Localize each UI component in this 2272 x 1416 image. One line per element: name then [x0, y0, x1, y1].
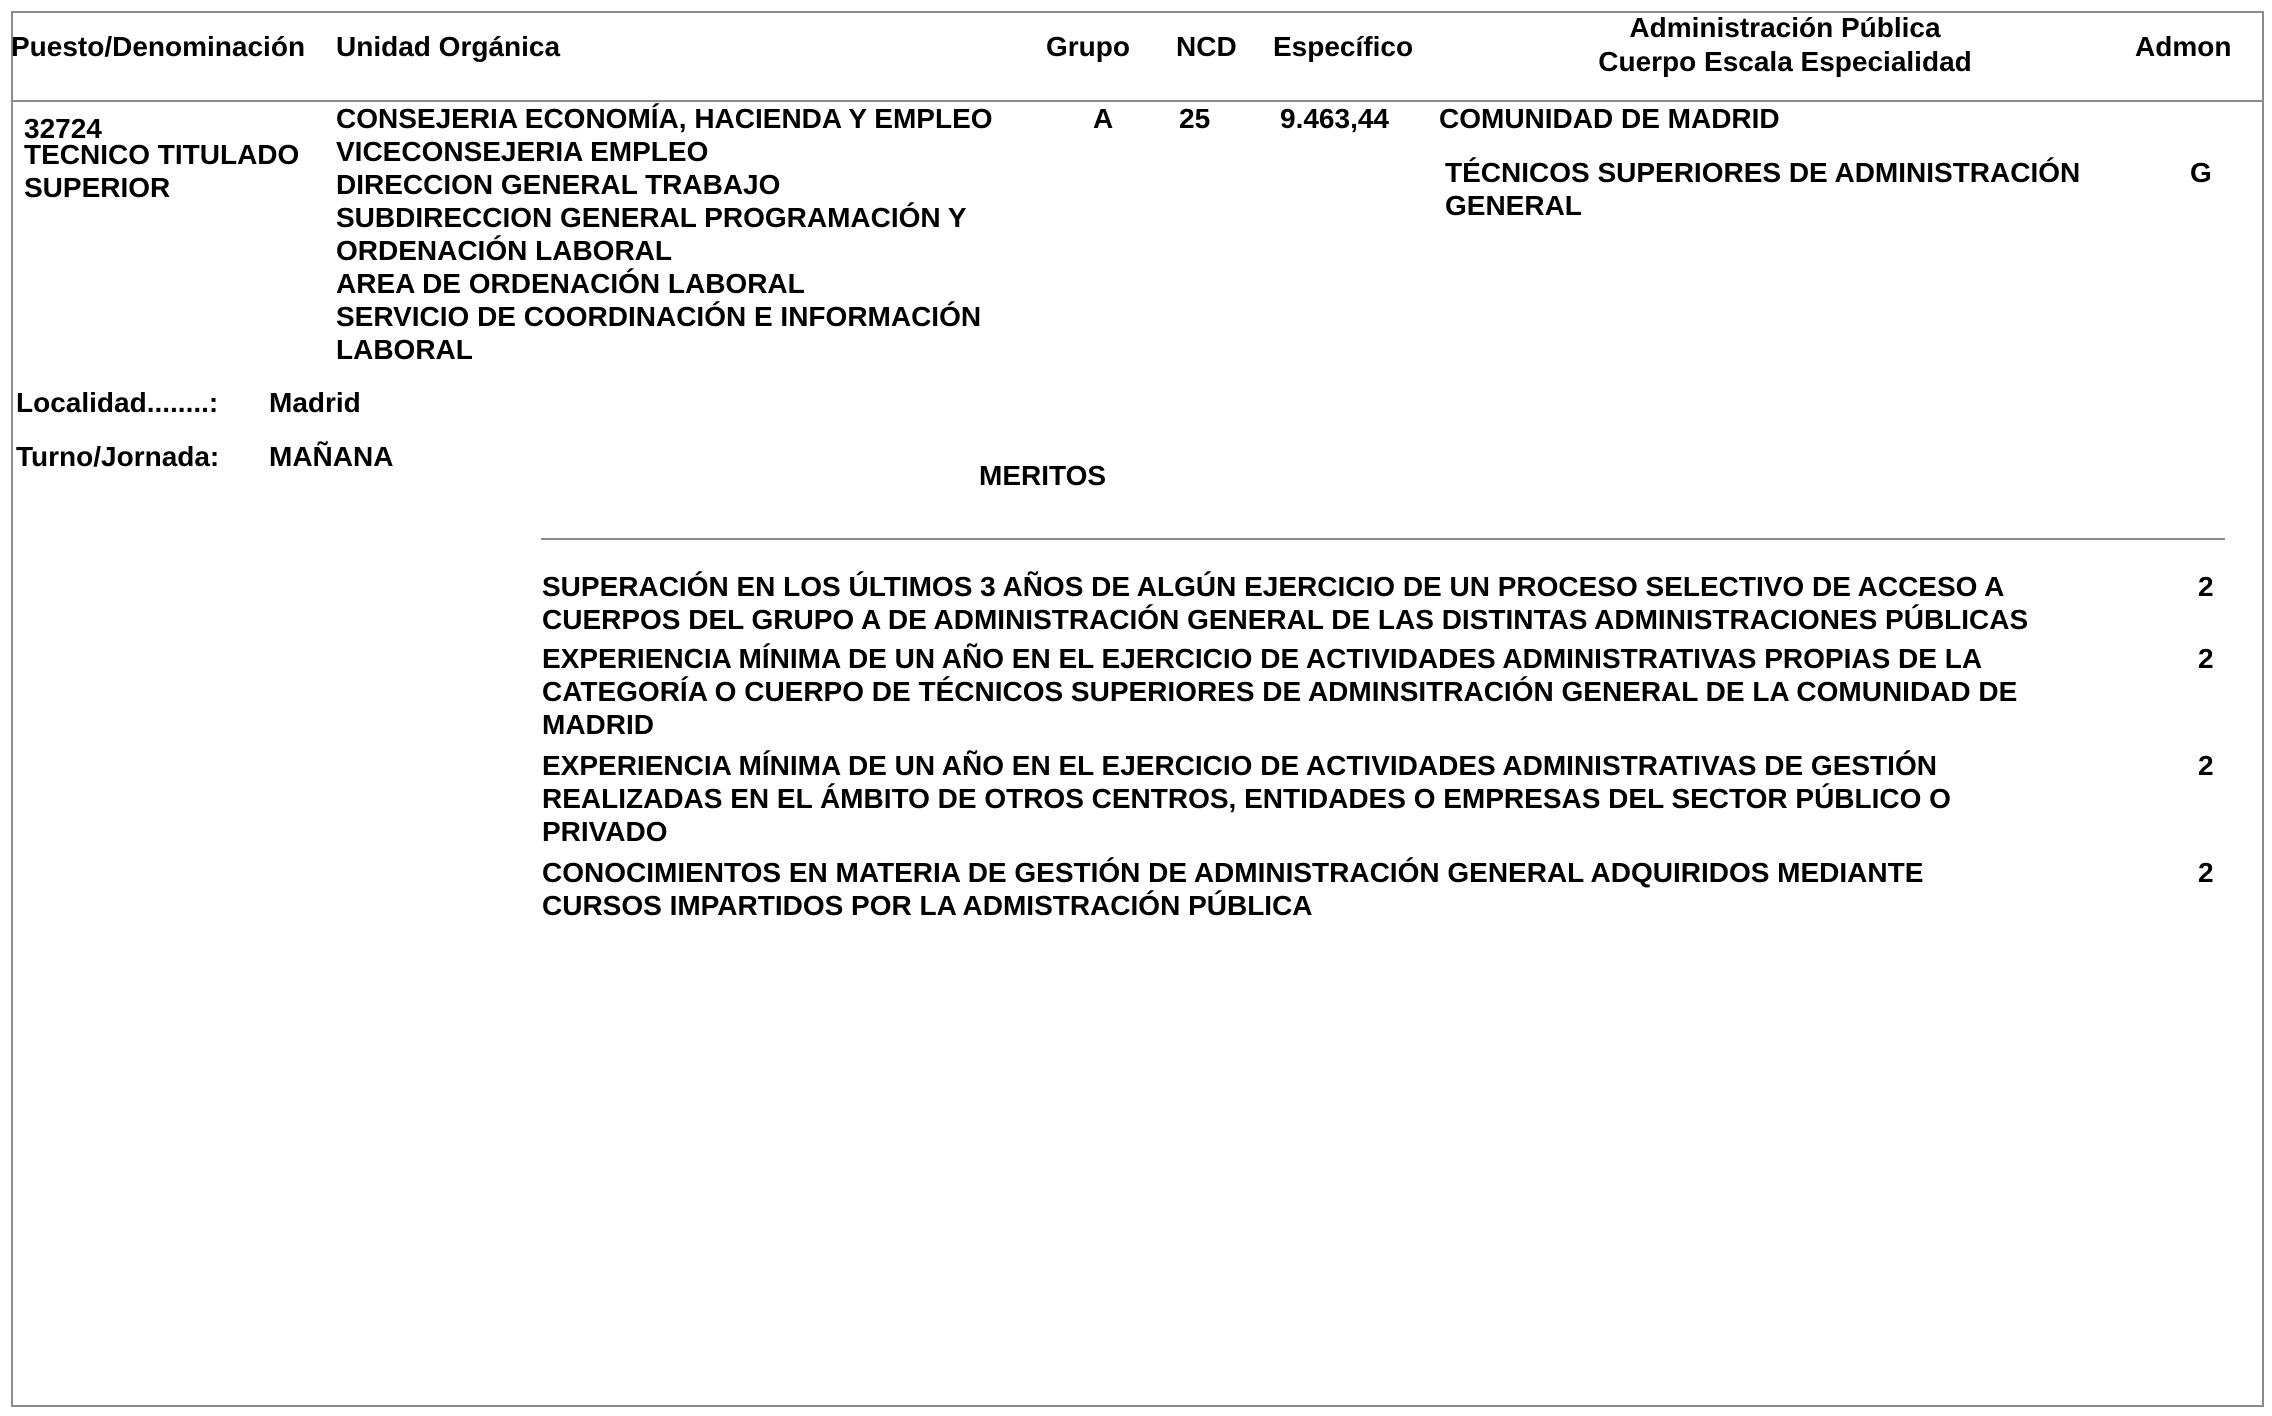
merito-puntos: 2 [2198, 750, 2214, 781]
header-admin-line2: Cuerpo Escala Especialidad [1598, 46, 1972, 77]
puesto-denominacion [24, 138, 299, 204]
localidad-value: Madrid [269, 387, 361, 418]
header-especifico: Específico [1273, 31, 1414, 62]
merito-item [542, 856, 1923, 922]
unidad-line: ORDENACIÓN LABORAL [336, 235, 672, 266]
turno-value: MAÑANA [269, 441, 394, 472]
header-ncd: NCD [1176, 31, 1237, 62]
merito-line: SUPERACIÓN EN LOS ÚLTIMOS 3 AÑOS DE ALGÚN EJERCICIO DE UN PROCESO SELECTIVO DE ACCESO A [542, 571, 2005, 602]
unidad-organica [336, 102, 993, 366]
merito-item [542, 570, 2028, 636]
merito-item [542, 642, 2017, 741]
merito-line: CONOCIMIENTOS EN MATERIA DE GESTIÓN DE ADMINISTRACIÓN GENERAL ADQUIRIDOS MEDIANTE [542, 857, 1924, 888]
header-admon: Admon [2135, 31, 2232, 62]
especifico-value: 9.463,44 [1280, 103, 1389, 134]
merito-line: EXPERIENCIA MÍNIMA DE UN AÑO EN EL EJERCICIO DE ACTIVIDADES ADMINISTRATIVAS PROPIAS DE LA [542, 643, 1983, 674]
merito-line: CUERPOS DEL GRUPO A DE ADMINISTRACIÓN GENERAL DE LAS DISTINTAS ADMINISTRACIONES PÚBLICAS [542, 604, 2029, 635]
merito-puntos: 2 [2198, 571, 2214, 602]
puesto-denominacion-line: SUPERIOR [24, 172, 171, 203]
unidad-line: AREA DE ORDENACIÓN LABORAL [336, 268, 805, 299]
merito-puntos: 2 [2198, 857, 2214, 888]
cuerpo-line: GENERAL [1445, 190, 1582, 221]
puesto-codigo: 32724 [24, 113, 102, 144]
localidad-label: Localidad........: [16, 387, 219, 418]
merito-line: MADRID [542, 709, 654, 740]
merito-line: CATEGORÍA O CUERPO DE TÉCNICOS SUPERIORES DE ADMINSITRACIÓN GENERAL DE LA COMUNIDAD DE [542, 676, 2018, 707]
header-puesto: Puesto/Denominación [11, 31, 306, 62]
puesto-denominacion-line: TECNICO TITULADO [24, 139, 300, 170]
admon-value: G [2190, 157, 2212, 188]
header-grupo: Grupo [1046, 31, 1130, 62]
administracion-value: COMUNIDAD DE MADRID [1439, 103, 1780, 134]
unidad-line: VICECONSEJERIA EMPLEO [336, 136, 709, 167]
unidad-line: LABORAL [336, 334, 473, 365]
merito-line: CURSOS IMPARTIDOS POR LA ADMISTRACIÓN PÚBLICA [542, 890, 1313, 921]
unidad-line: DIRECCION GENERAL TRABAJO [336, 169, 781, 200]
turno-label: Turno/Jornada: [16, 441, 220, 472]
unidad-line: SUBDIRECCION GENERAL PROGRAMACIÓN Y [336, 202, 967, 233]
merito-puntos: 2 [2198, 643, 2214, 674]
merito-line: EXPERIENCIA MÍNIMA DE UN AÑO EN EL EJERCICIO DE ACTIVIDADES ADMINISTRATIVAS DE GESTIÓN [542, 750, 1937, 781]
grupo-value: A [1093, 103, 1114, 134]
merito-line: PRIVADO [542, 816, 668, 847]
merito-line: REALIZADAS EN EL ÁMBITO DE OTROS CENTROS, ENTIDADES O EMPRESAS DEL SECTOR PÚBLICO O [542, 783, 1951, 814]
merito-item [542, 749, 1951, 848]
unidad-line: CONSEJERIA ECONOMÍA, HACIENDA Y EMPLEO [336, 103, 993, 134]
meritos-divider [541, 538, 2225, 540]
header-unidad: Unidad Orgánica [336, 31, 561, 62]
unidad-line: SERVICIO DE COORDINACIÓN E INFORMACIÓN [336, 301, 982, 332]
cuerpo-value [1445, 156, 2080, 222]
meritos-title: MERITOS [979, 460, 1107, 491]
ncd-value: 25 [1179, 103, 1211, 134]
cuerpo-line: TÉCNICOS SUPERIORES DE ADMINISTRACIÓN [1445, 157, 2081, 188]
header-admin-line1: Administración Pública [1629, 12, 1941, 43]
